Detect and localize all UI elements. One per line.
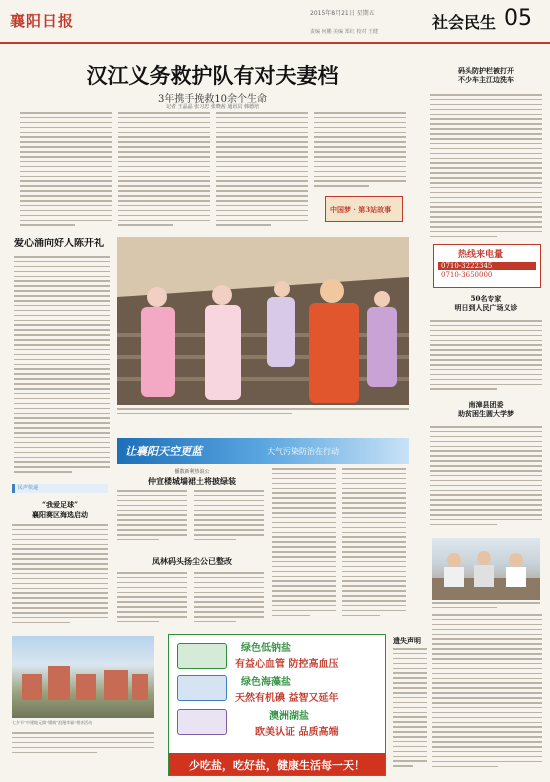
main-photo [117,237,409,405]
center-story-1-title: 仲宣楼城墙裙土将披绿装 [148,476,236,486]
left-photo-caption-body [12,732,154,776]
center-story-col-4 [342,468,406,628]
right-story-1-title-line2: 不少车主江边洗车 [458,75,514,84]
left-photo [12,636,154,718]
couple-volunteers-photo [117,237,409,405]
salt-package-image [177,643,227,669]
right-photo [432,538,540,600]
main-byline: 记者 王晶晶 张习忠 张晓茜 通讯员 韩德培 [166,104,259,110]
page-number: 05 [504,6,532,31]
main-photo-caption [117,408,409,418]
air-pollution-banner [117,438,409,464]
hotline-number-1: 0710-3222345 [438,262,536,270]
ad-line-2: 有益心血管 防控高血压 [235,659,339,670]
banner-title: 让襄阳天空更蓝 [125,445,202,458]
left-photo-caption: 七夕节“中建地元阁”婚典“浪漫幸福”相亲活动 [12,720,93,725]
china-dream-label: 中国梦 · 第3站故事 [330,205,392,214]
left-lower-body [12,524,108,628]
salt-package-image [177,709,227,735]
right-story-1-title [428,66,544,92]
right-story-3-title-line1: 南漳县团委 [468,400,504,409]
right-story-1-title-line1: 码头防护栏被打开 [458,66,514,75]
right-story-2-title [428,294,544,318]
center-story-1-col-2 [194,490,264,548]
main-story-col-1 [20,112,112,232]
china-dream-badge [325,196,403,222]
right-story-2-title-line2: 明日到人民广场义诊 [454,303,518,312]
salt-package-image [177,675,227,701]
left-lower-title-2: 襄阳赛区海选启动 [32,510,88,519]
center-story-col-3 [272,468,336,628]
main-story-col-3 [216,112,308,232]
center-story-1-col-1 [117,490,187,548]
left-story-title [14,238,110,252]
left-story-body [14,256,110,478]
ad-line-5: 澳洲湖盐 [269,711,309,722]
hotline-number-2: 0710-3650000 [441,271,493,279]
lost-notice-title: 遗失声明 [393,636,421,645]
center-story-1-kicker: 播散新利热浪公 [174,469,210,475]
masthead [0,0,550,44]
ad-line-3: 绿色海藻盐 [241,677,291,688]
center-story-2-title: 凤林码头扬尘公已整改 [152,556,232,566]
newspaper-logo: 襄阳日报 [10,12,75,30]
section-label: 民声快递 [12,484,108,493]
right-story-3-title [428,400,544,424]
right-story-3-title-line2: 助贫困生圆大学梦 [458,409,514,418]
editor-credits: 责编 何鹏 美编 郑红 校对 王健 [310,29,378,35]
left-story-title-text: 爱心涌向好人陈开礼 [14,238,104,249]
left-lower-title-1: “我爱足球” [41,500,79,509]
banner-subtitle: 大气污染防治在行动 [267,447,339,456]
section-title: 社会民生 [432,13,497,32]
right-story-2-title-line1: 50名专家 [470,294,502,303]
main-story-col-2 [118,112,210,232]
ad-slogan: 少吃盐，吃好盐，健康生活每一天！ [169,753,385,775]
ad-line-1: 绿色低钠盐 [241,643,291,654]
lost-notice-body [393,648,427,776]
issue-date: 2015年8月21日 星期五 [310,10,375,17]
main-subhead: 3年携手挽救10余个生命 [157,94,268,105]
salt-advertisement [168,634,386,776]
right-story-1-body [430,94,542,242]
right-story-2-body [430,320,542,394]
ad-line-6: 欧美认证 品质高端 [255,727,339,738]
right-story-3-body [430,426,542,534]
main-story-col-4 [314,112,406,192]
center-story-2-col-2 [194,572,264,628]
center-story-2-col-1 [117,572,187,628]
main-headline: 汉江义务救护队有对夫妻档 [86,63,339,88]
students-photo [432,538,540,600]
right-photo-caption [432,602,540,612]
hotline-title: 热线来电量 [458,250,504,260]
hotline-box [433,244,541,288]
ad-line-4: 天然有机碘 益智又延年 [235,693,339,704]
